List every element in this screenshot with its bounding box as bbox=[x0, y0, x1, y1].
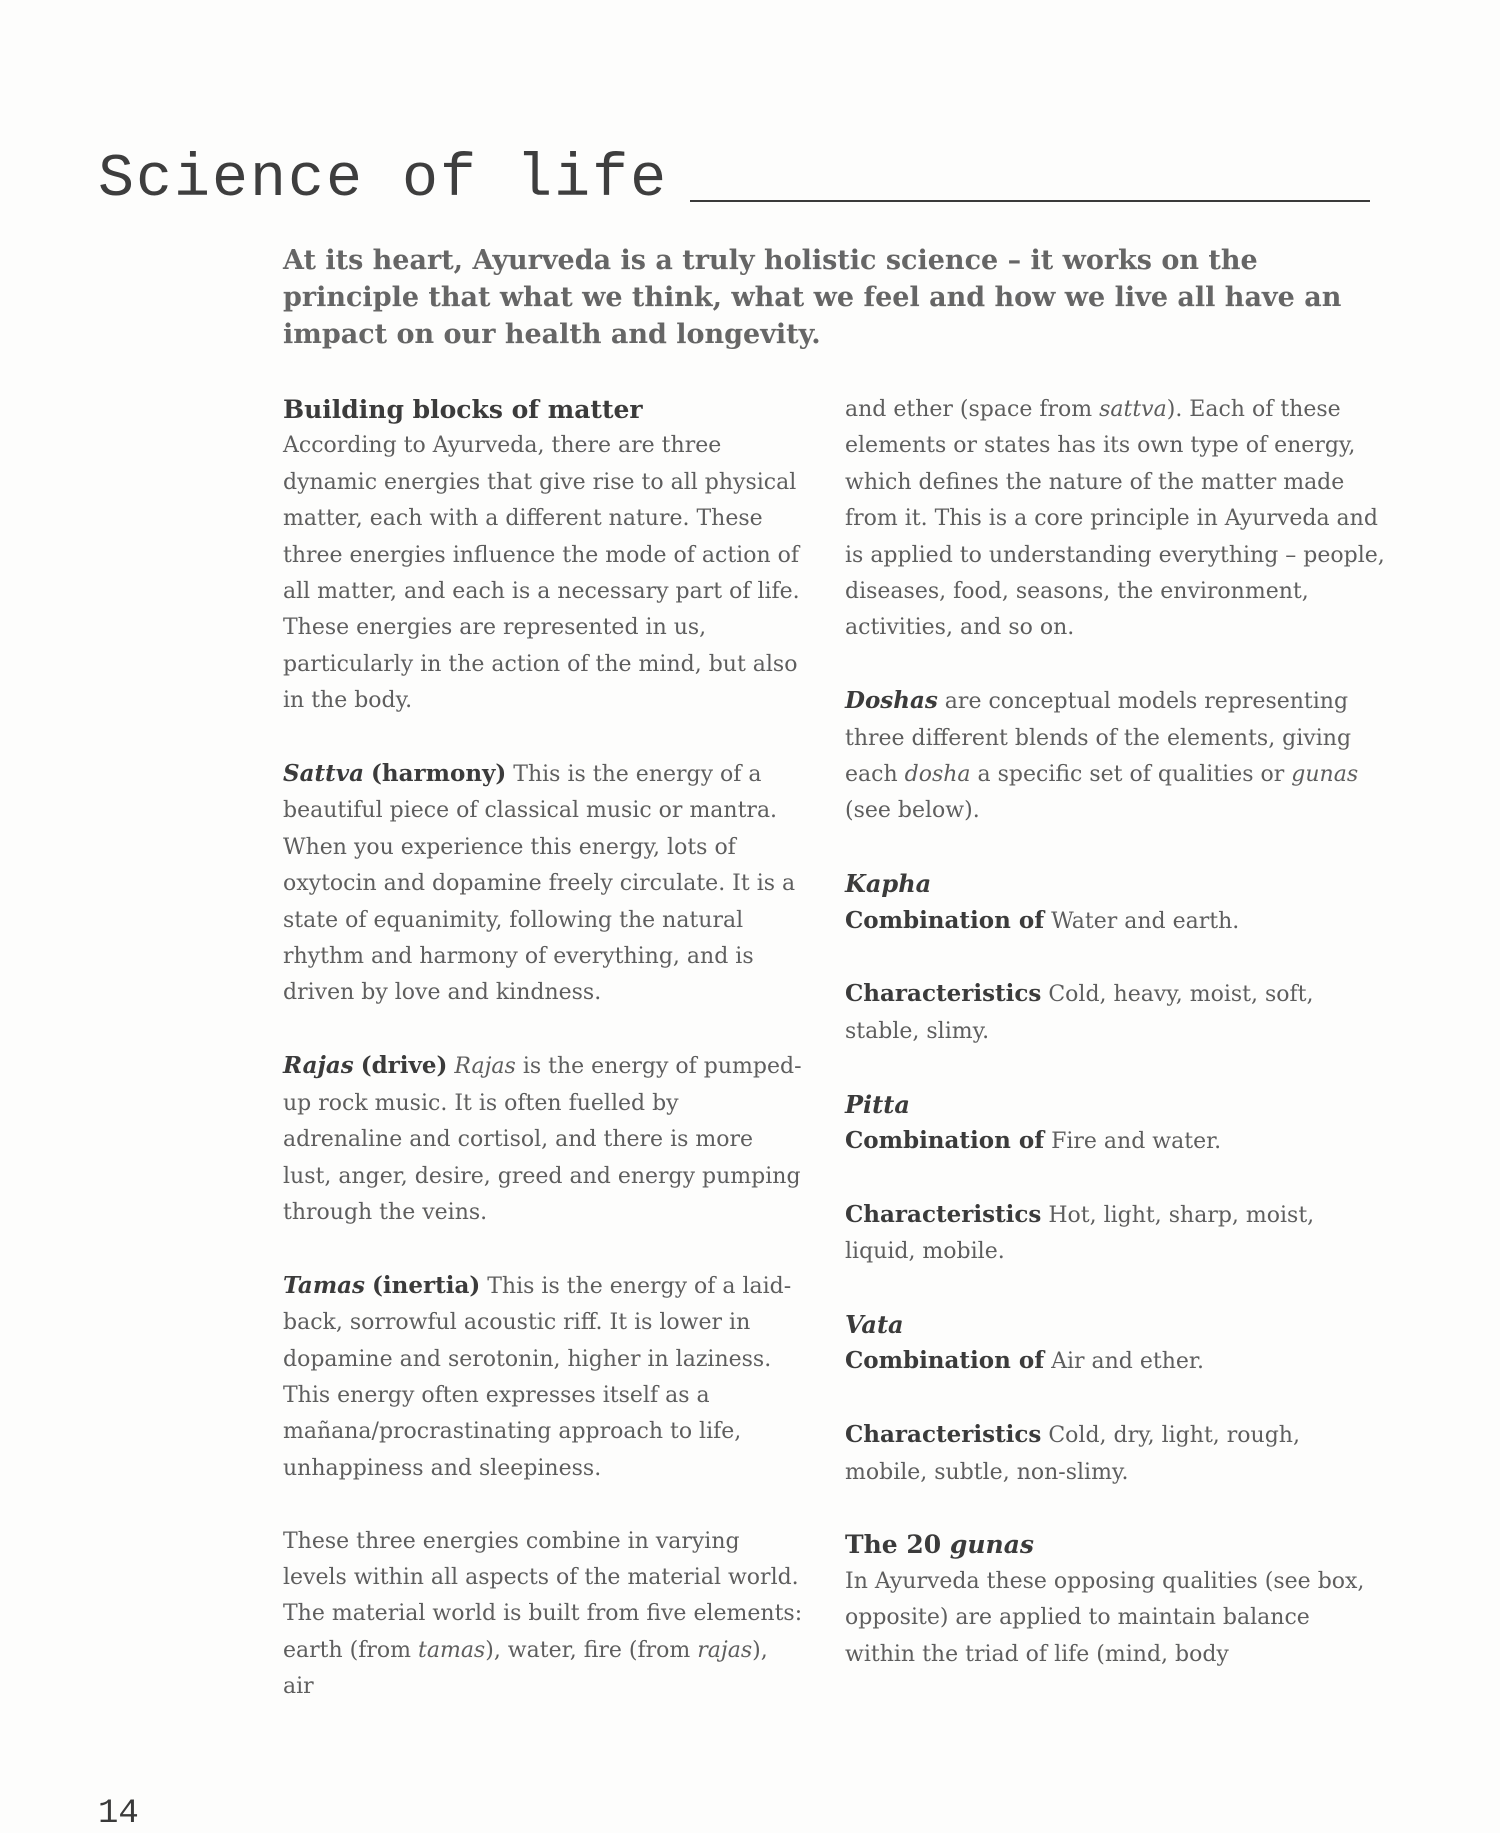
paragraph-elements bbox=[845, 392, 1385, 647]
term-rajas: Rajas bbox=[283, 1052, 354, 1080]
term-rajas-inline: Rajas bbox=[454, 1054, 516, 1080]
label-sattva: (harmony) bbox=[371, 760, 507, 788]
section-heading-gunas bbox=[845, 1527, 1385, 1563]
title-rule bbox=[690, 200, 1370, 202]
page-number: 14 bbox=[98, 1795, 139, 1833]
dosha-vata-combination bbox=[845, 1307, 1385, 1381]
kapha-chars: Cold, heavy, moist, soft, stable, slimy. bbox=[845, 982, 1314, 1044]
term-doshas: Doshas bbox=[845, 687, 938, 715]
pitta-combo: Fire and water. bbox=[1044, 1129, 1222, 1155]
dosha-vata-characteristics bbox=[845, 1417, 1385, 1491]
pitta-chars: Hot, light, sharp, moist, liquid, mobile. bbox=[845, 1202, 1315, 1265]
text-doshas-3: (see below). bbox=[845, 798, 980, 824]
pitta-char-label: Characteristics bbox=[845, 1200, 1042, 1228]
section-heading-building-blocks: Building blocks of matter bbox=[283, 395, 643, 424]
right-column bbox=[845, 392, 1385, 1709]
dosha-vata-name: Vata bbox=[845, 1310, 904, 1340]
term-dosha-inline: dosha bbox=[904, 762, 971, 788]
page-title: Science of life bbox=[98, 146, 669, 214]
vata-chars: Cold, dry, light, rough, mobile, subtle, non-slimy. bbox=[845, 1423, 1300, 1485]
paragraph-sattva bbox=[283, 756, 803, 1012]
term-tamas: Tamas bbox=[283, 1271, 366, 1299]
paragraph-doshas bbox=[845, 683, 1385, 830]
dosha-pitta-combination bbox=[845, 1087, 1385, 1161]
term-sattva: Sattva bbox=[283, 760, 365, 788]
term-rajas-inline-2: rajas bbox=[697, 1637, 753, 1663]
kapha-char-label: Characteristics bbox=[845, 980, 1042, 1008]
dosha-kapha-combination bbox=[845, 866, 1385, 940]
text-combine-1: These three energies combine in varying levels within all aspects of the material world. The material world is built from five elements: earth (from bbox=[283, 1528, 803, 1663]
kapha-combo: Water and earth. bbox=[1044, 908, 1240, 934]
text-rajas: is the energy of pumped-up rock music. It is often fuelled by adrenaline and cortisol, and there is more lust, anger, desire, greed and energy pumping through the veins. bbox=[283, 1054, 802, 1225]
vata-combo-label: Combination of bbox=[845, 1347, 1045, 1375]
kapha-combo-label: Combination of bbox=[845, 906, 1045, 934]
term-tamas-inline: tamas bbox=[418, 1637, 486, 1663]
text-doshas-2: a specific set of qualities or bbox=[970, 762, 1292, 788]
gunas-heading-prefix: The 20 bbox=[845, 1530, 950, 1560]
text-combine-2: ), water, fire (from bbox=[485, 1637, 698, 1663]
dosha-pitta-characteristics bbox=[845, 1197, 1385, 1271]
label-rajas: (drive) bbox=[360, 1052, 448, 1080]
paragraph-gunas: In Ayurveda these opposing qualities (see box, opposite) are applied to maintain balance within the triad of life (mind, body bbox=[845, 1568, 1365, 1667]
text-doshas-1: are conceptual models representing three different blends of the elements, giving each bbox=[845, 689, 1352, 788]
pitta-combo-label: Combination of bbox=[845, 1127, 1045, 1155]
term-gunas-inline: gunas bbox=[1291, 762, 1359, 788]
paragraph-rajas bbox=[283, 1048, 803, 1231]
text-tamas: This is the energy of a laid-back, sorrowful acoustic riff. It is lower in dopamine and serotonin, higher in laziness. This energy often expresses itself as a mañana/procrastinating approach to life, unhappiness and sleepiness. bbox=[283, 1273, 792, 1481]
vata-char-label: Characteristics bbox=[845, 1421, 1042, 1449]
paragraph-building-blocks: According to Ayurveda, there are three dynamic energies that give rise to all physical matter, each with a different nature. These three energies influence the mode of action of all matter, and each is a necessary part of life. These energies are represented in us, particularly in the action of the mind, but also in the body. bbox=[283, 433, 800, 714]
dosha-pitta-name: Pitta bbox=[845, 1089, 910, 1119]
dosha-kapha-name: Kapha bbox=[845, 869, 932, 899]
text-cont-1: and ether (space from bbox=[845, 397, 1100, 422]
paragraph-tamas bbox=[283, 1268, 803, 1487]
text-sattva: This is the energy of a beautiful piece of classical music or mantra. When you experience this energy, lots of oxytocin and dopamine freely circulate. It is a state of equanimity, following the natural rhythm and harmony of everything, and is driven by love and kindness. bbox=[283, 762, 796, 1006]
term-sattva-inline: sattva bbox=[1099, 397, 1167, 422]
label-tamas: (inertia) bbox=[372, 1271, 481, 1299]
paragraph-combine bbox=[283, 1524, 803, 1706]
intro-text: At its heart, Ayurveda is a truly holistic science – it works on the principle that what we think, what we feel and how we live all have an impact on our health and longevity. bbox=[283, 245, 1342, 350]
left-column bbox=[283, 392, 803, 1742]
dosha-kapha-characteristics bbox=[845, 976, 1385, 1050]
gunas-heading-term: gunas bbox=[949, 1530, 1034, 1560]
text-cont-2: ). Each of these elements or states has its own type of energy, which defines the nature of the matter made from it. This is a core principle in Ayurveda and is applied to understanding everything – people, diseases, food, seasons, the environment, activities, and so on. bbox=[845, 397, 1385, 641]
text-combine-3: ), air bbox=[283, 1637, 768, 1700]
vata-combo: Air and ether. bbox=[1044, 1349, 1205, 1375]
